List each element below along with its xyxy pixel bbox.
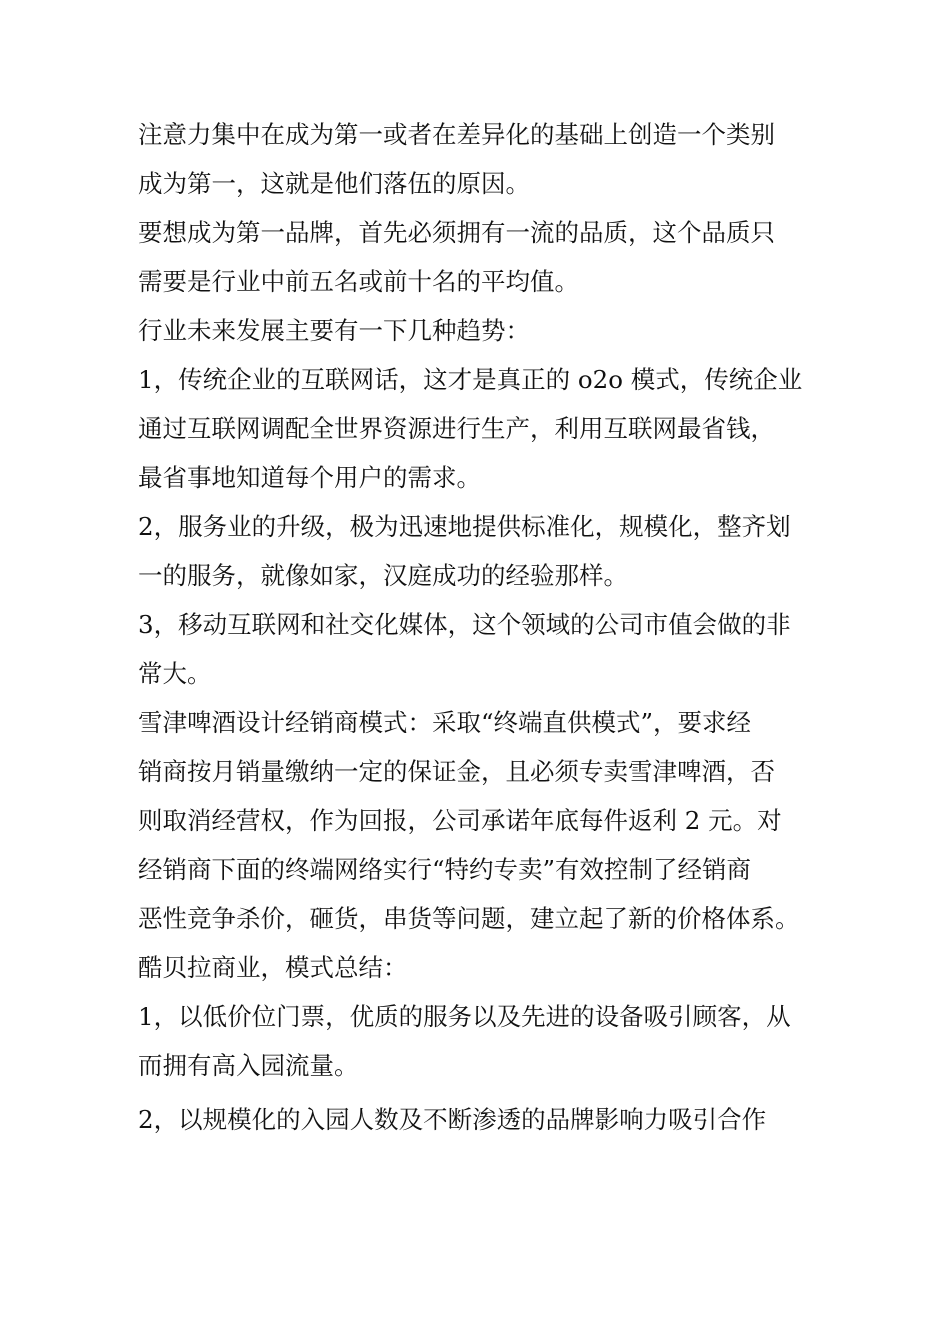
text-line: 1，以低价位门票，优质的服务以及先进的设备吸引顾客，从 <box>138 1002 791 1031</box>
text-line: 2，服务业的升级，极为迅速地提供标准化，规模化，整齐划 <box>138 512 791 541</box>
text-line: 销商按月销量缴纳一定的保证金，且必须专卖雪津啤酒，否 <box>138 757 775 786</box>
text-line: 而拥有高入园流量。 <box>138 1051 359 1080</box>
text-line: 注意力集中在成为第一或者在差异化的基础上创造一个类别 <box>138 120 775 149</box>
text-line: 需要是行业中前五名或前十名的平均值。 <box>138 267 579 296</box>
text-line: 常大。 <box>138 659 212 688</box>
text-line: 一的服务，就像如家，汉庭成功的经验那样。 <box>138 561 628 590</box>
text-line: 2，以规模化的入园人数及不断渗透的品牌影响力吸引合作 <box>138 1105 767 1134</box>
text-line: 恶性竞争杀价，砸货，串货等问题，建立起了新的价格体系。 <box>138 904 800 933</box>
text-line: 酷贝拉商业，模式总结： <box>138 953 408 982</box>
text-line: 最省事地知道每个用户的需求。 <box>138 463 481 492</box>
text-line: 3，移动互联网和社交化媒体，这个领域的公司市值会做的非 <box>138 610 791 639</box>
text-line: 行业未来发展主要有一下几种趋势： <box>138 316 530 345</box>
text-line: 雪津啤酒设计经销商模式：采取“终端直供模式”，要求经 <box>138 708 752 737</box>
text-line: 要想成为第一品牌，首先必须拥有一流的品质，这个品质只 <box>138 218 775 247</box>
text-line: 则取消经营权，作为回报，公司承诺年底每件返利 2 元。对 <box>138 806 782 835</box>
text-line: 成为第一，这就是他们落伍的原因。 <box>138 169 530 198</box>
document-body <box>138 110 828 1144</box>
text-line: 经销商下面的终端网络实行“特约专卖”有效控制了经销商 <box>138 855 752 884</box>
text-line: 通过互联网调配全世界资源进行生产，利用互联网最省钱， <box>138 414 775 443</box>
text-line: 1，传统企业的互联网话，这才是真正的 o2o 模式，传统企业 <box>138 365 803 394</box>
